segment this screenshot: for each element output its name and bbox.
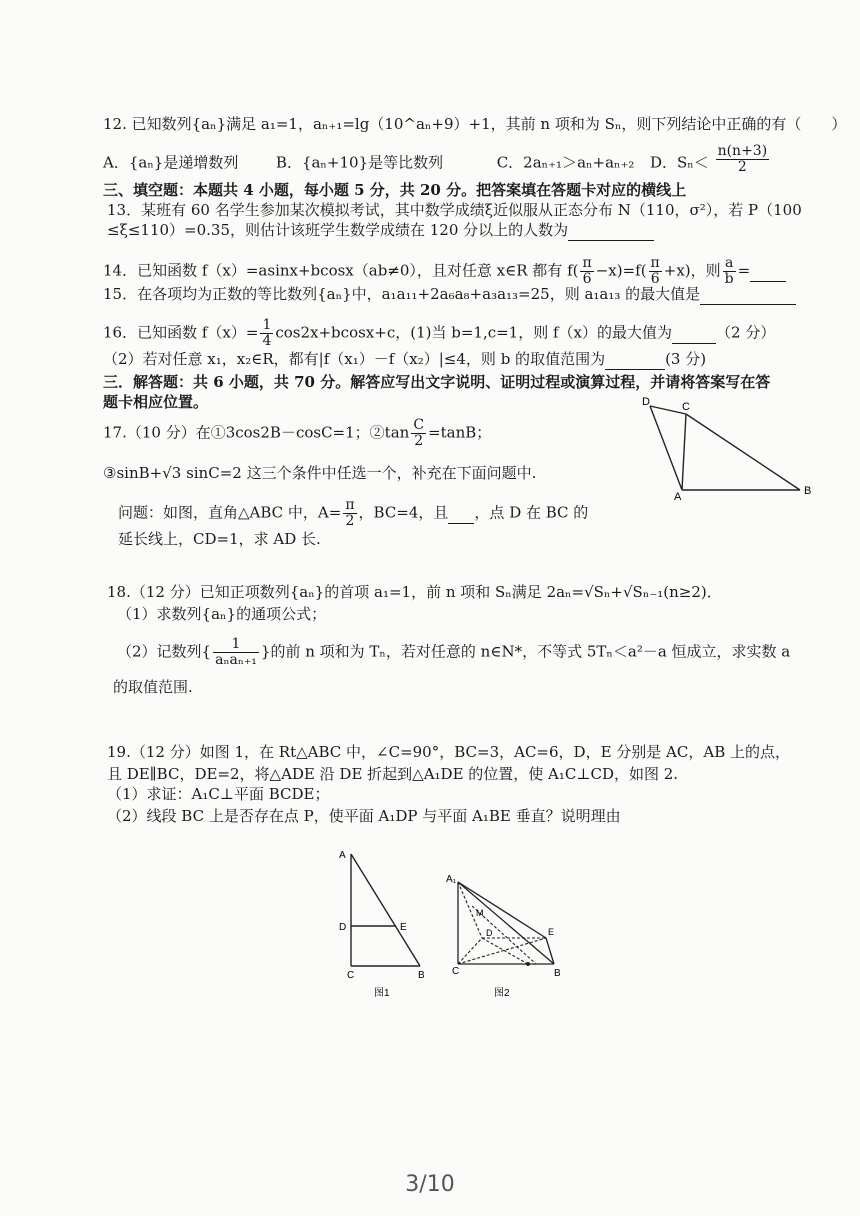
- q16-score1: （2 分）: [716, 323, 776, 342]
- fig1-label-c: C: [347, 970, 355, 981]
- page-number: 3/10: [405, 1172, 455, 1197]
- q19-line3: （1）求证：A₁C⊥平面 BCDE；: [107, 785, 330, 803]
- q18-num: 1: [213, 637, 259, 653]
- fig17-label-d: D: [642, 396, 650, 408]
- fig2-label-e: E: [548, 927, 555, 937]
- fig1-label-a: A: [339, 850, 346, 861]
- q16-num: 1: [262, 317, 272, 333]
- q17-line1-pre: 17.（10 分）在①3cos2B－cosC=1；②tan: [103, 423, 410, 442]
- q18-line3: [117, 637, 790, 668]
- q14-six-2: 6: [650, 271, 660, 287]
- q12-stem: 12. 已知数列{aₙ}满足 a₁=1，aₙ₊₁=lg（10^aₙ+9）+1，其前 n 项和为 Sₙ，则下列结论中正确的有（ ）: [103, 115, 847, 133]
- edge-da: [650, 406, 682, 490]
- q18-den: aₙaₙ₊₁: [215, 652, 257, 668]
- fig2-label-d: D: [486, 928, 493, 938]
- fig2-label-m: M: [476, 908, 484, 918]
- edge-ce: [458, 938, 546, 964]
- q17-line3-pre: 问题：如图，直角△ABC 中，A=: [118, 503, 342, 522]
- q17-triangle-figure: [640, 394, 820, 504]
- q16-line1: [103, 318, 775, 349]
- q12-option-b: B．{aₙ+10}是等比数列: [275, 153, 444, 172]
- q18-line3-post: }的前 n 项和为 Tₙ，若对任意的 n∈N*，不等式 5Tₙ＜a²－a 恒成立，求实数 a: [260, 642, 791, 661]
- q17-pi: π: [345, 497, 355, 513]
- q19-line2: 且 DE∥BC，DE=2，将△ADE 沿 DE 折起到△A₁DE 的位置，使 A₁C⊥CD，如图 2.: [107, 765, 679, 783]
- q13-answer-blank: [568, 220, 654, 241]
- q14-line: [103, 256, 786, 287]
- q16-post: cos2x+bcosx+c，(1)当 b=1,c=1，则 f（x）的最大值为: [275, 323, 673, 342]
- edge-a1e: [458, 882, 546, 938]
- q12-d-denominator: 2: [737, 159, 747, 175]
- q17-line3: [118, 498, 588, 529]
- q15-text: 15．在各项均为正数的等比数列{aₙ}中，a₁a₁₁+2a₆a₈+a₃a₁₃=25，则 a₁a₁₃ 的最大值是: [103, 285, 701, 303]
- q12-option-c: C．2aₙ₊₁＞aₙ+aₙ₊₂: [496, 153, 635, 172]
- q13-line1: 13．某班有 60 名学生参加某次模拟考试，其中数学成绩ξ近似服从正态分布 N（110，σ²），若 P（100: [107, 201, 802, 219]
- q16-pre: 16．已知函数 f（x）=: [103, 323, 259, 342]
- q19-figure-1: [334, 844, 444, 1002]
- q14-answer-blank: [750, 261, 786, 282]
- q18-line2: （1）求数列{aₙ}的通项公式；: [117, 605, 327, 623]
- fig1-label-b: B: [418, 970, 425, 981]
- q18-line1: 18.（12 分）已知正项数列{aₙ}的首项 a₁=1，前 n 项和 Sₙ满足 2aₙ=√Sₙ+√Sₙ₋₁(n≥2)．: [107, 583, 722, 601]
- section-fill-in-heading: 三、填空题：本题共 4 小题，每小题 5 分，共 20 分。把答案填在答题卡对应的横线上: [103, 181, 687, 199]
- fig2-label-c: C: [452, 966, 460, 977]
- q15-line: [103, 284, 796, 305]
- q12-option-a: A．{aₙ}是递增数列: [103, 153, 239, 172]
- edge-ca: [682, 414, 686, 490]
- point-p: [526, 962, 530, 966]
- q19-line1: 19.（12 分）如图 1，在 Rt△ABC 中，∠C=90°，BC=3，AC=6，D，E 分别是 AC，AB 上的点，: [107, 743, 790, 761]
- fig2-caption: 图2: [494, 988, 510, 999]
- q14-eq: =: [737, 261, 751, 280]
- fig17-label-c: C: [682, 401, 690, 413]
- q17-line3-post: ，BC=4，且: [358, 503, 449, 522]
- q14-b: b: [724, 271, 734, 287]
- q17-line2: ③sinB+√3 sinC=2 这三个条件中任选一个，补充在下面问题中.: [103, 464, 537, 482]
- q17-two-2: 2: [345, 513, 355, 529]
- fig17-label-a: A: [674, 491, 682, 503]
- q16-line2: [103, 349, 706, 370]
- q14-stem: 14．已知函数 f（x）=asinx+bcosx（ab≠0），且对任意 x∈R 都有 f(: [103, 261, 579, 280]
- edge-cb: [686, 414, 800, 490]
- q14-mid1: −x)=f(: [595, 261, 647, 280]
- q12-option-d: D．Sₙ＜: [650, 153, 709, 172]
- q16-blank-2: [605, 349, 665, 370]
- q17-line1: [103, 418, 491, 449]
- q12-options: [103, 143, 771, 179]
- edge-ab: [351, 854, 420, 966]
- q14-pi: π: [582, 255, 592, 271]
- q14-six: 6: [582, 271, 592, 287]
- q18-line3-pre: （2）记数列{: [117, 642, 212, 661]
- q14-mid2: +x)，则: [663, 261, 721, 280]
- edge-dc: [650, 406, 686, 414]
- q17-line1-post: =tanB；: [428, 423, 492, 442]
- q19-line4: （2）线段 BC 上是否存在点 P，使平面 A₁DP 与平面 A₁BE 垂直？说明理由: [107, 807, 621, 825]
- fig17-label-b: B: [804, 485, 812, 497]
- section-answer-heading-2: 题卡相应位置。: [103, 393, 209, 411]
- fig1-label-e: E: [400, 922, 407, 933]
- q17-c: C: [413, 417, 425, 433]
- q17-line3-end: ，点 D 在 BC 的: [474, 503, 589, 522]
- fig1-caption: 图1: [374, 988, 390, 999]
- q14-a: a: [723, 256, 736, 272]
- q17-line4: 延长线上，CD=1，求 AD 长.: [118, 530, 321, 548]
- q16-den: 4: [262, 333, 272, 349]
- q19-figure-2: [440, 868, 580, 1002]
- q13-line2-text: ≤ξ≤110）=0.35，则估计该班学生数学成绩在 120 分以上的人数为: [107, 221, 569, 239]
- q16-line2-text: （2）若对任意 x₁，x₂∈R，都有|f（x₁）－f（x₂）|≤4，则 b 的取值范围为: [103, 350, 606, 368]
- fig2-label-b: B: [554, 968, 561, 979]
- q16-blank-1: [672, 323, 716, 344]
- q13-line2: [107, 220, 654, 241]
- fig1-label-d: D: [339, 922, 347, 933]
- fig2-label-a1: A₁: [446, 874, 457, 885]
- q17-two: 2: [414, 433, 424, 449]
- q14-pi-2: π: [650, 255, 660, 271]
- q18-line4: 的取值范围.: [113, 678, 193, 696]
- q17-blank: [448, 503, 474, 524]
- q16-score2: (3 分): [665, 350, 707, 368]
- section-answer-heading-1: 三．解答题：共 6 小题，共 70 分。解答应写出文字说明、证明过程或演算过程，并请将答案写在答: [103, 373, 771, 391]
- q12-d-numerator: n(n+3): [717, 143, 768, 159]
- q15-answer-blank: [700, 284, 796, 305]
